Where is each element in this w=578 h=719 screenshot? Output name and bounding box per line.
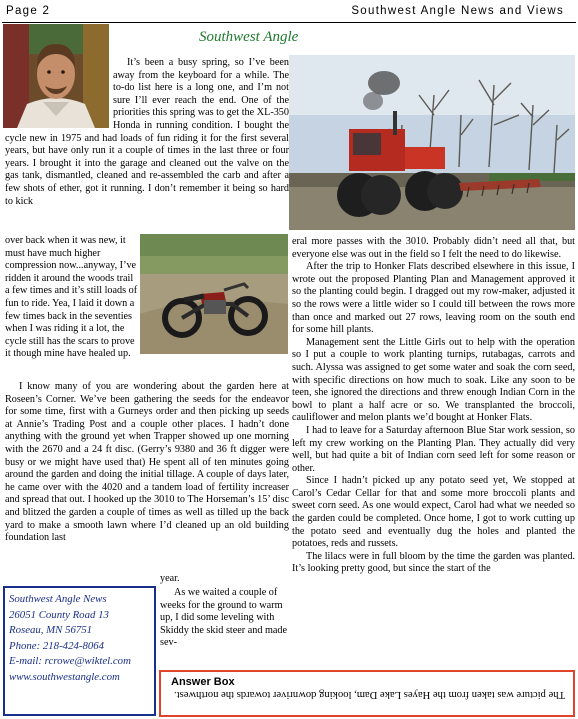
article-paragraph: I know many of you are wondering about the garden here at Roseen’s Corner. We’ve been gathering the seeds for the endeavor for some time, first with a Gurneys order and then picking up seeds at Annie’s Trading Post and a couple other places. I hadn’t done anything with the ground yet when Trapper showed up one morning with the 2670 and a 24 ft disc. (Gerry’s 9380 and 36 ft digger were busy or we might have used that) He spent all of ten minutes going around the garden and doing the initial tillage. A couple of days later, he came over with the 4020 and a tandem load of fertility increaser and spread that out. I hooked up the 3010 to The Horseman’s 15’ disc and blitzed the garden a couple of times as well as tilled up the back yard to make a smooth lawn where I’d cleaned up an old building foundation last (5, 381, 289, 544)
page-header (0, 0, 578, 22)
contact-address: 26051 County Road 13 (9, 608, 109, 621)
warm-up-text (160, 587, 288, 650)
page-number: Page 2 (6, 5, 51, 17)
answer-box (159, 670, 575, 717)
motorcycle-photo (140, 234, 288, 354)
contact-phone: Phone: 218-424-8064 (9, 639, 105, 652)
article-paragraph: year. (160, 573, 180, 584)
article-paragraph: After the trip to Honker Flats described elsewhere in this issue, I wrote out the proposed Planting Plan and Management approved it so the planting could begin. I dragged out my row-maker, adjusted it so the rows were a little wider so I could till between the rows more than once and marked out 27 rows, leaving room on the south end for some hill plants. (292, 261, 575, 336)
contact-city: Roseau, MN 56751 (9, 624, 93, 637)
answer-box-heading: Answer Box (171, 676, 235, 688)
tractor-photo (289, 55, 575, 230)
article-paragraph: It’s been a busy spring, so I’ve been away from the keyboard for a while. The to-do list here is a long one, and I’m not sure I’ll ever reach the end. One of the priorities this spring was to get the XL-350 Honda in running condition. I bought the cycle new in 1975 and had loads of fun riding it for the first several years, but have only run it a couple of times in the last three or four years. I brought it into the garage and cleaned out the valve on the gas tank, dismantled, cleaned and re-assembled the carb and after a few shots of ether, got it running. I don’t remember it being so hard to kick (5, 57, 289, 207)
garden-paragraph-text (5, 381, 289, 545)
header-rule (2, 22, 576, 23)
contact-website[interactable]: www.southwestangle.com (9, 670, 120, 683)
garden-tail-text (160, 573, 200, 586)
article-paragraph: over back when it was new, it must have much higher compression now...anyway, I’ve ridden it around the woods trail a few times and it’s still loads of fun to ride. Yea, I laid it down a few times back in the seventies when I was riding it a lot, the cycle still has the scars to prove it though mine have healed up. (5, 235, 138, 360)
contact-email[interactable]: E-mail: rcrowe@wiktel.com (9, 655, 131, 668)
article-paragraph: Since I hadn’t picked up any potato seed yet, We stopped at Carol’s Cedar Cellar for that and some more broccoli plants and sweet corn seed. As one would expect, Carol had what we needed so the garden could be completed. Once home, I got to work cutting up the potato seed and eventually dug the holes and planted the potatoes, reds and russets. (292, 475, 575, 550)
motorcycle-side-text (5, 235, 138, 361)
article-paragraph: As we waited a couple of weeks for the ground to warm up, I did some leveling with Skiddy the skid steer and made sev- (160, 587, 288, 649)
article-paragraph: Management sent the Little Girls out to help with the operation so I put a couple to work planting turnips, rutabagas, carrots and such. Alyssa was assigned to get some water and soak the corn seed, with specific directions on how much to soak. Like any soon to be teen, she ignored the directions and threw enough Indian Corn in the bowl to plant a half acre or so. We transplanted the broccoli, cauliflower and melon plants we’d bought at Honker Flats. (292, 336, 575, 424)
article-paragraph: The lilacs were in full bloom by the time the garden was planted. It’s looking pretty good, but since the start of the (292, 550, 575, 575)
article-intro-text (5, 57, 289, 208)
contact-name: Southwest Angle News (9, 593, 107, 605)
portrait-wrap-space (5, 57, 113, 131)
article-paragraph: eral more passes with the 3010. Probably didn’t need all that, but everyone else was out in the field so I felt the need to do likewise. (292, 236, 575, 260)
contact-box (3, 586, 156, 716)
right-column-text (292, 236, 575, 576)
publication-title: Southwest Angle News and Views (351, 5, 564, 17)
answer-box-upside-down-text: The picture was taken from the Hayes Lake Dam, looking downriver towards the northwest. (174, 689, 565, 700)
article-paragraph: I had to leave for a Saturday afternoon Blue Star work session, so left my crew working on the Planting Plan. They actually did very well, but had quite a bit of Indian corn seed left for some reason or other. (292, 424, 575, 474)
masthead: Southwest Angle (199, 29, 299, 45)
